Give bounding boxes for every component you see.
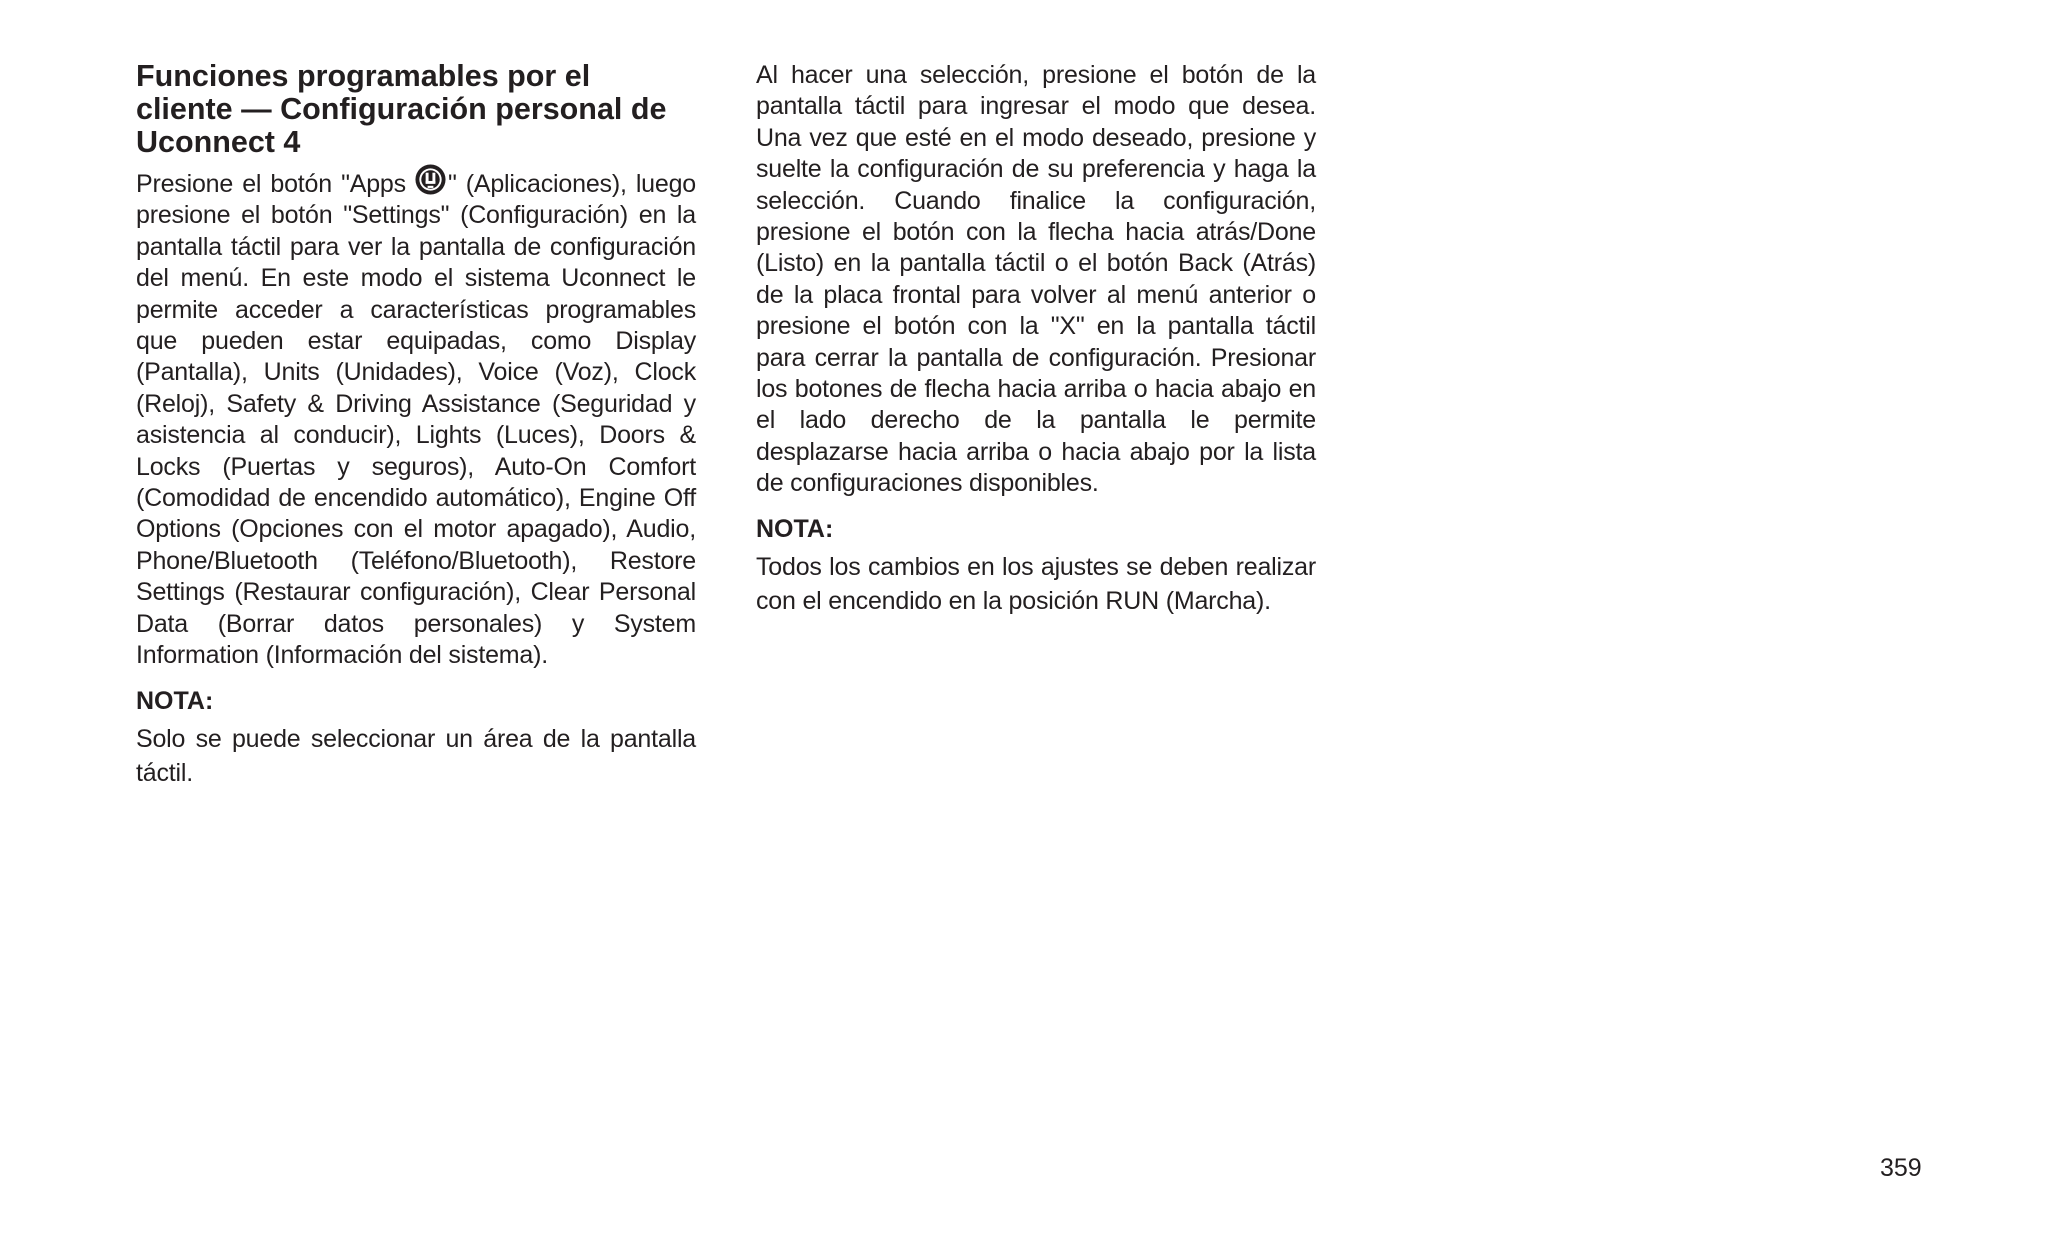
nota-label: NOTA: bbox=[136, 686, 214, 715]
intro-paragraph bbox=[136, 163, 696, 672]
nota-label: NOTA: bbox=[756, 514, 834, 543]
page-number: 359 bbox=[1880, 1154, 1922, 1182]
apps-icon bbox=[414, 163, 447, 196]
left-column bbox=[136, 60, 696, 790]
nota-text: Solo se puede seleccionar un área de la pantalla táctil. bbox=[136, 724, 696, 787]
intro-text-after-icon: " (Aplicaciones), luego presione el botón "Settings" (Configuración) en la pantalla táctil para ver la pantalla de configuración del menú. En este modo el sistema Uconnect le permite acceder a características programables que pueden estar equipadas, como Display (Pantalla), Units (Unidades), Voice (Voz), Clock (Reloj), Safety & Driving Assistance (Seguridad y asistencia al conducir), Lights (Luces), Doors & Locks (Puertas y seguros), Auto-On Comfort (Comodidad de encendido automático), Engine Off Options (Opciones con el motor apagado), Audio, Phone/Bluetooth (Teléfono/Bluetooth), Restore Settings (Restaurar configuración), Clear Personal Data (Borrar datos personales) y System Information (Información del sistema). bbox=[136, 170, 696, 670]
title-line-2: cliente — Configuración personal de bbox=[136, 92, 667, 126]
selection-paragraph: Al hacer una selección, presione el botón de la pantalla táctil para ingresar el modo que desea. Una vez que esté en el modo deseado, presione y suelte la configuración de su preferencia y haga la selección. Cuando finalice la configuración, presione el botón con la flecha hacia atrás/Done (Listo) en la pantalla táctil o el botón Back (Atrás) de la placa frontal para volver al menú anterior o presione el botón con la "X" en la pantalla táctil para cerrar la pantalla de configuración. Presionar los botones de flecha hacia arriba o hacia abajo en el lado derecho de la pantalla le permite desplazarse hacia arriba o hacia abajo por la lista de configuraciones disponibles. bbox=[756, 61, 1316, 498]
nota-text: Todos los cambios en los ajustes se deben realizar con el encendido en la posición RUN (Marcha). bbox=[756, 552, 1316, 615]
section-title bbox=[136, 60, 696, 159]
title-line-1: Funciones programables por el bbox=[136, 59, 591, 93]
right-column bbox=[756, 60, 1316, 618]
title-line-3: Uconnect 4 bbox=[136, 125, 301, 159]
intro-text-before-icon: Presione el botón "Apps bbox=[136, 170, 406, 198]
